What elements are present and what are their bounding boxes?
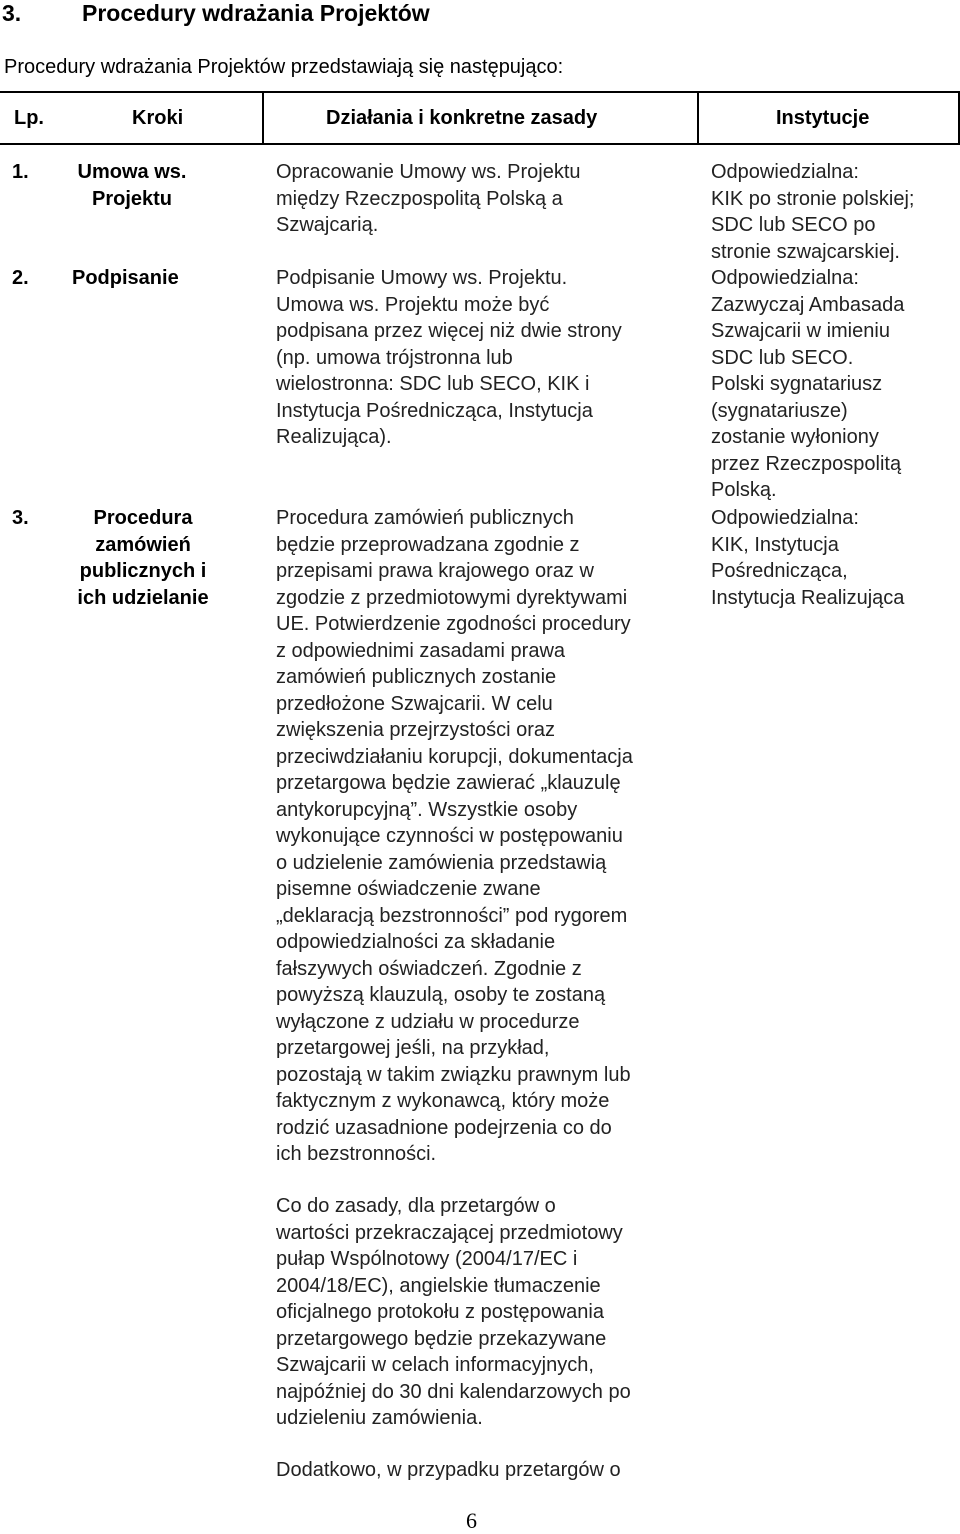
row-3-dzialania-line: Procedura zamówień publicznych	[276, 507, 574, 529]
row-2-dzialania-line: podpisana przez więcej niż dwie strony	[276, 320, 622, 342]
row-2-dzialania	[276, 265, 622, 451]
row-2-dzialania-line: Podpisanie Umowy ws. Projektu.	[276, 267, 568, 289]
row-3-instytucje-line: Odpowiedzialna:	[711, 507, 859, 529]
row-3-dzialania-2-line: Szwajcarii w celach informacyjnych,	[276, 1354, 594, 1376]
table-top-border	[0, 91, 960, 93]
row-3-dzialania-line: antykorupcyjną”. Wszystkie osoby	[276, 798, 578, 821]
row-3-dzialania-line: powyższą klauzulą, osoby te zostaną	[276, 984, 606, 1006]
row-2-kroki-line: Podpisanie	[72, 267, 179, 289]
intro-text: Procedury wdrażania Projektów przedstawiają się następująco:	[4, 56, 564, 78]
row-2-instytucje-line: przez Rzeczpospolitą	[711, 452, 902, 475]
row-2-instytucje-line: SDC lub SECO.	[711, 346, 854, 369]
row-1-lp: 1.	[12, 161, 29, 183]
row-3-dzialania-line: pozostają w takim związku prawnym lub	[276, 1063, 631, 1086]
row-2-kroki	[72, 265, 179, 292]
row-1-kroki	[72, 159, 192, 212]
row-1-dzialania	[276, 159, 581, 239]
row-3-dzialania	[276, 505, 633, 1168]
row-3-lp: 3.	[12, 507, 29, 529]
row-3-dzialania-3-line: Dodatkowo, w przypadku przetargów o	[276, 1459, 621, 1481]
section-heading	[2, 0, 430, 28]
row-3-instytucje	[711, 505, 904, 611]
row-3-kroki-line: Procedura	[93, 507, 193, 529]
row-3-dzialania-line: o udzielenie zamówienia przedstawią	[276, 851, 607, 874]
row-1-kroki-line: Umowa ws.	[77, 161, 187, 183]
row-3-dzialania-2-line: 2004/18/EC), angielskie tłumaczenie	[276, 1274, 601, 1297]
row-3-instytucje-line: KIK, Instytucja	[711, 533, 839, 556]
row-3-dzialania-2-line: udzieleniu zamówienia.	[276, 1407, 483, 1429]
row-3-dzialania-line: fałszywych oświadczeń. Zgodnie z	[276, 957, 582, 980]
row-3-dzialania-2-line: pułap Wspólnotowy (2004/17/EC i	[276, 1248, 578, 1270]
row-3-dzialania-line: „deklaracją bezstronności” pod rygorem	[276, 904, 628, 927]
row-3-dzialania-2-line: wartości przekraczającej przedmiotowy	[276, 1221, 623, 1244]
row-2-instytucje-line: Szwajcarii w imieniu	[711, 320, 890, 342]
row-3-dzialania-line: przetargowej jeśli, na przykład,	[276, 1037, 550, 1059]
row-1-dzialania-line: Opracowanie Umowy ws. Projektu	[276, 161, 581, 183]
row-2-instytucje-line: Odpowiedzialna:	[711, 267, 859, 289]
row-3-instytucje-line: Pośrednicząca,	[711, 560, 848, 582]
row-3-kroki-line: ich udzielanie	[77, 586, 209, 609]
row-2-instytucje-line: zostanie wyłoniony	[711, 426, 879, 448]
row-3-dzialania-line: z odpowiednimi zasadami prawa	[276, 639, 566, 662]
row-3-dzialania-line: rodzić uzasadnione podejrzenia co do	[276, 1116, 612, 1139]
row-1-instytucje-line: Odpowiedzialna:	[711, 161, 859, 183]
row-1-dzialania-line: między Rzeczpospolitą Polską a	[276, 187, 563, 210]
row-1-instytucje	[711, 159, 914, 265]
row-2-lp: 2.	[12, 267, 29, 289]
row-1-dzialania-line: Szwajcarią.	[276, 214, 379, 236]
header-lp: Lp.	[14, 107, 44, 129]
row-3-dzialania-line: przetargowa będzie zawierać „klauzulę	[276, 772, 621, 794]
row-3-kroki-line: zamówień	[95, 533, 191, 556]
row-3-dzialania-line: wykonujące czynności w postępowaniu	[276, 825, 623, 847]
row-3-dzialania-line: zgodzie z przedmiotowymi dyrektywami	[276, 586, 628, 609]
row-2-dzialania-line: Instytucja Pośrednicząca, Instytucja	[276, 399, 593, 422]
table-header-divider-2	[697, 92, 699, 144]
table-header-bottom-border	[0, 143, 960, 145]
row-2-instytucje	[711, 265, 904, 504]
row-3-kroki	[68, 505, 218, 611]
row-2-instytucje-line: (sygnatariusze)	[711, 399, 848, 422]
row-2-dzialania-line: (np. umowa trójstronna lub	[276, 346, 513, 369]
row-3-dzialania-paragraph-3	[276, 1457, 621, 1484]
row-3-dzialania-line: ich bezstronności.	[276, 1143, 437, 1165]
row-3-dzialania-line: wyłączone z udziału w procedurze	[276, 1010, 580, 1033]
row-3-dzialania-line: przeciwdziałaniu korupcji, dokumentacja	[276, 745, 633, 768]
header-kroki: Kroki	[132, 107, 184, 129]
row-3-dzialania-line: będzie przeprowadzana zgodnie z	[276, 533, 580, 556]
row-2-dzialania-line: Realizująca).	[276, 426, 392, 448]
row-3-dzialania-line: przepisami prawa krajowego oraz w	[276, 560, 594, 582]
section-number: 3.	[2, 0, 22, 26]
row-1-instytucje-line: SDC lub SECO po	[711, 214, 876, 236]
row-3-dzialania-2-line: Co do zasady, dla przetargów o	[276, 1195, 556, 1217]
row-1-instytucje-line: stronie szwajcarskiej.	[711, 240, 900, 263]
row-3-dzialania-line: pisemne oświadczenie zwane	[276, 878, 541, 900]
row-1-instytucje-line: KIK po stronie polskiej;	[711, 187, 915, 210]
row-2-instytucje-line: Polski sygnatariusz	[711, 373, 883, 395]
row-3-dzialania-line: odpowiedzialności za składanie	[276, 931, 556, 953]
header-instytucje: Instytucje	[776, 107, 870, 129]
row-3-dzialania-2-line: najpóźniej do 30 dni kalendarzowych po	[276, 1380, 631, 1403]
header-dzialania: Działania i konkretne zasady	[326, 107, 598, 129]
row-2-instytucje-line: Polską.	[711, 479, 777, 501]
row-1-kroki-line: Projektu	[91, 187, 173, 210]
page-number: 6	[466, 1508, 477, 1533]
table-header-divider-1	[262, 92, 264, 144]
row-3-dzialania-2-line: przetargowego będzie przekazywane	[276, 1327, 607, 1350]
row-2-dzialania-line: wielostronna: SDC lub SECO, KIK i	[276, 373, 590, 395]
row-3-dzialania-line: zamówień publicznych zostanie	[276, 666, 557, 688]
row-3-dzialania-line: faktycznym z wykonawcą, który może	[276, 1090, 610, 1112]
row-3-dzialania-paragraph-2	[276, 1193, 631, 1432]
row-3-dzialania-line: UE. Potwierdzenie zgodności procedury	[276, 613, 631, 635]
row-3-dzialania-line: zwiększenia przejrzystości oraz	[276, 719, 555, 741]
row-3-dzialania-2-line: oficjalnego protokołu z postępowania	[276, 1301, 604, 1323]
section-title: Procedury wdrażania Projektów	[82, 0, 430, 26]
row-2-dzialania-line: Umowa ws. Projektu może być	[276, 293, 550, 316]
row-3-kroki-line: publicznych i	[79, 560, 207, 582]
row-2-instytucje-line: Zazwyczaj Ambasada	[711, 293, 905, 316]
row-3-instytucje-line: Instytucja Realizująca	[711, 586, 905, 609]
row-3-dzialania-line: przedłożone Szwajcarii. W celu	[276, 692, 553, 715]
